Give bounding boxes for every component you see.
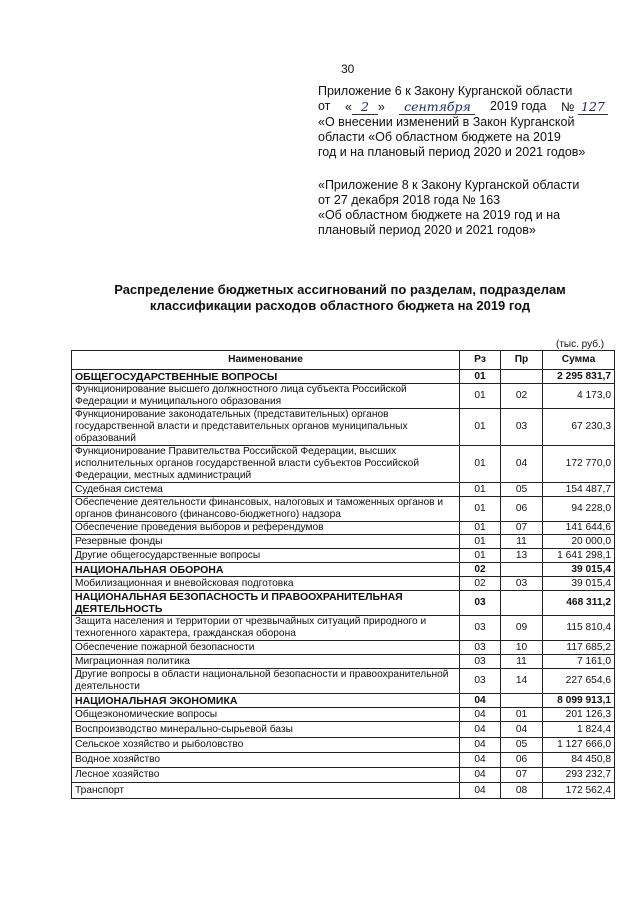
document-title	[80, 282, 600, 314]
cell-pr: 07	[501, 522, 543, 535]
cell-pr: 04	[501, 722, 543, 738]
cell-pr: 06	[501, 497, 543, 522]
cell-name: Водное хозяйство	[72, 753, 460, 768]
cell-pr: 11	[501, 535, 543, 549]
cell-sum: 8 099 913,1	[543, 694, 615, 708]
cell-name: Мобилизационная и вневойсковая подготовка	[72, 577, 460, 591]
table-row	[72, 535, 615, 549]
table-row	[72, 549, 615, 563]
cell-rz: 04	[460, 708, 501, 722]
annex-6-line: Приложение 6 к Закону Курганской области	[318, 84, 573, 98]
cell-sum: 1 641 298,1	[543, 549, 615, 563]
cell-sum: 468 311,2	[543, 591, 615, 616]
cell-rz: 01	[460, 522, 501, 535]
cell-sum: 172 770,0	[543, 446, 615, 483]
cell-name: Обеспечение проведения выборов и референдумов	[72, 522, 460, 535]
table-row	[72, 563, 615, 577]
cell-name: Лесное хозяйство	[72, 768, 460, 783]
cell-pr: 10	[501, 641, 543, 655]
cell-pr	[501, 591, 543, 616]
annex-8-line: от 27 декабря 2018 года № 163	[318, 193, 501, 207]
cell-sum: 293 232,7	[543, 768, 615, 783]
cell-rz: 04	[460, 722, 501, 738]
cell-rz: 02	[460, 577, 501, 591]
cell-rz: 04	[460, 738, 501, 753]
table-row	[72, 370, 615, 384]
annex-8-line: плановый период 2020 и 2021 годов»	[318, 223, 536, 237]
cell-name: ОБЩЕГОСУДАРСТВЕННЫЕ ВОПРОСЫ	[72, 370, 460, 384]
cell-rz: 01	[460, 535, 501, 549]
handwritten-date: « 2 »	[344, 99, 385, 114]
cell-name: Судебная система	[72, 483, 460, 497]
cell-sum: 117 685,2	[543, 641, 615, 655]
cell-pr: 06	[501, 753, 543, 768]
cell-rz: 04	[460, 768, 501, 783]
cell-name: Функционирование Правительства Российской Федерации, высших исполнительных органов государственной власти субъектов Российской Федерации, местных администраций	[72, 446, 460, 483]
header-rz: Рз	[460, 351, 501, 370]
cell-pr	[501, 694, 543, 708]
cell-pr: 04	[501, 446, 543, 483]
cell-rz: 01	[460, 384, 501, 409]
cell-pr: 08	[501, 783, 543, 799]
table-row	[72, 783, 615, 799]
cell-rz: 04	[460, 694, 501, 708]
cell-sum: 1 127 666,0	[543, 738, 615, 753]
cell-rz: 01	[460, 446, 501, 483]
cell-rz: 01	[460, 370, 501, 384]
table-row	[72, 655, 615, 669]
table-row	[72, 446, 615, 483]
cell-rz: 04	[460, 753, 501, 768]
header-pr: Пр	[501, 351, 543, 370]
cell-name: Функционирование высшего должностного лица субъекта Российской Федерации и муниципального образования	[72, 384, 460, 409]
cell-name: НАЦИОНАЛЬНАЯ ОБОРОНА	[72, 563, 460, 577]
table-row	[72, 722, 615, 738]
cell-pr: 14	[501, 669, 543, 694]
annex-6-block	[318, 84, 608, 160]
page-number: 30	[341, 62, 355, 76]
cell-sum: 172 562,4	[543, 783, 615, 799]
cell-pr: 01	[501, 708, 543, 722]
table-row	[72, 384, 615, 409]
cell-sum: 39 015,4	[543, 563, 615, 577]
annex-6-date-line	[318, 99, 608, 115]
cell-name: Другие вопросы в области национальной безопасности и правоохранительной деятельности	[72, 669, 460, 694]
cell-pr: 07	[501, 768, 543, 783]
title-line: Распределение бюджетных ассигнований по разделам, подразделам	[114, 282, 566, 297]
header-sum: Сумма	[543, 351, 615, 370]
cell-name: Транспорт	[72, 783, 460, 799]
cell-sum: 141 644,6	[543, 522, 615, 535]
cell-pr: 11	[501, 655, 543, 669]
handwritten-day: 2	[352, 99, 378, 115]
annex-8-block	[318, 178, 608, 238]
cell-sum: 20 000,0	[543, 535, 615, 549]
annex-8-line: «Приложение 8 к Закону Курганской области	[318, 178, 580, 192]
cell-name: НАЦИОНАЛЬНАЯ ЭКОНОМИКА	[72, 694, 460, 708]
cell-pr: 05	[501, 483, 543, 497]
cell-name: Сельское хозяйство и рыболовство	[72, 738, 460, 753]
cell-rz: 01	[460, 549, 501, 563]
cell-pr: 03	[501, 577, 543, 591]
cell-sum: 227 654,6	[543, 669, 615, 694]
table-header-row	[72, 351, 615, 370]
annex-8-line: «Об областном бюджете на 2019 год и на	[318, 208, 561, 222]
header-name: Наименование	[72, 351, 460, 370]
cell-rz: 03	[460, 669, 501, 694]
title-line: классификации расходов областного бюджета на 2019 год	[149, 298, 531, 313]
year-text: 2019 года	[490, 99, 547, 113]
table-body	[72, 370, 615, 799]
cell-sum: 94 228,0	[543, 497, 615, 522]
cell-pr: 13	[501, 549, 543, 563]
cell-rz: 03	[460, 616, 501, 641]
cell-name: Миграционная политика	[72, 655, 460, 669]
cell-pr: 03	[501, 409, 543, 446]
cell-sum: 84 450,8	[543, 753, 615, 768]
cell-rz: 03	[460, 655, 501, 669]
table-row	[72, 522, 615, 535]
cell-name: Обеспечение деятельности финансовых, налоговых и таможенных органов и органов финансового (финансово-бюджетного) надзора	[72, 497, 460, 522]
units-label: (тыс. руб.)	[556, 339, 605, 350]
table-row	[72, 616, 615, 641]
cell-pr	[501, 563, 543, 577]
budget-table	[71, 350, 615, 799]
cell-name: НАЦИОНАЛЬНАЯ БЕЗОПАСНОСТЬ И ПРАВООХРАНИТЕЛЬНАЯ ДЕЯТЕЛЬНОСТЬ	[72, 591, 460, 616]
cell-pr: 09	[501, 616, 543, 641]
handwritten-number: 127	[578, 99, 608, 115]
cell-rz: 02	[460, 563, 501, 577]
cell-name: Общеэкономические вопросы	[72, 708, 460, 722]
table-row	[72, 483, 615, 497]
cell-name: Воспроизводство минерально-сырьевой базы	[72, 722, 460, 738]
cell-rz: 01	[460, 497, 501, 522]
cell-sum: 1 824,4	[543, 722, 615, 738]
cell-sum: 2 295 831,7	[543, 370, 615, 384]
table-row	[72, 738, 615, 753]
cell-sum: 7 161,0	[543, 655, 615, 669]
table-row	[72, 409, 615, 446]
cell-sum: 201 126,3	[543, 708, 615, 722]
cell-rz: 03	[460, 591, 501, 616]
annex-6-line: «О внесении изменений в Закон Курганской	[318, 115, 575, 129]
cell-name: Обеспечение пожарной безопасности	[72, 641, 460, 655]
cell-pr	[501, 370, 543, 384]
cell-rz: 03	[460, 641, 501, 655]
handwritten-month: сентября	[399, 99, 475, 115]
from-prefix: от	[318, 99, 331, 113]
cell-rz: 04	[460, 783, 501, 799]
table-row	[72, 577, 615, 591]
table-row	[72, 694, 615, 708]
cell-name: Защита населения и территории от чрезвычайных ситуаций природного и техногенного характера, гражданская оборона	[72, 616, 460, 641]
cell-sum: 115 810,4	[543, 616, 615, 641]
law-number: № 127	[561, 99, 608, 115]
cell-sum: 154 487,7	[543, 483, 615, 497]
cell-name: Другие общегосударственные вопросы	[72, 549, 460, 563]
annex-6-line: области «Об областном бюджете на 2019	[318, 130, 561, 144]
cell-name: Резервные фонды	[72, 535, 460, 549]
table-row	[72, 497, 615, 522]
cell-rz: 01	[460, 483, 501, 497]
cell-name: Функционирование законодательных (представительных) органов государственной власти и представительных органов муниципальных образований	[72, 409, 460, 446]
annex-6-line: год и на плановый период 2020 и 2021 годов»	[318, 145, 586, 159]
table-row	[72, 591, 615, 616]
table-row	[72, 669, 615, 694]
table-row	[72, 753, 615, 768]
cell-pr: 05	[501, 738, 543, 753]
cell-rz: 01	[460, 409, 501, 446]
cell-sum: 39 015,4	[543, 577, 615, 591]
cell-sum: 4 173,0	[543, 384, 615, 409]
table-row	[72, 708, 615, 722]
cell-pr: 02	[501, 384, 543, 409]
table-row	[72, 768, 615, 783]
cell-sum: 67 230,3	[543, 409, 615, 446]
table-row	[72, 641, 615, 655]
